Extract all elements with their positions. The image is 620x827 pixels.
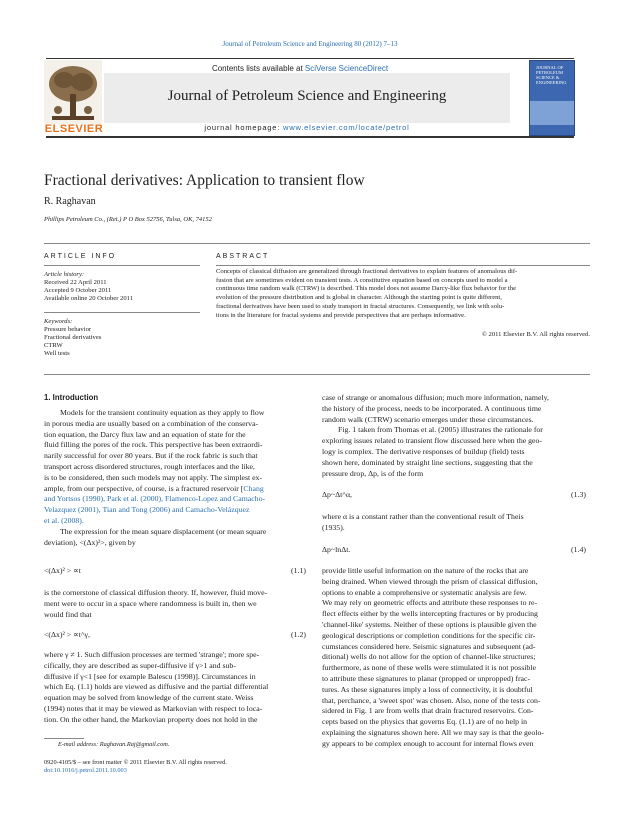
abstract-rule <box>216 265 590 266</box>
issn-line: 0920-4105/$ – see front matter © 2011 Elsevier B.V. All rights reserved. <box>44 759 227 766</box>
equation-1-2: <(Δx)² > ∝t^γ, <box>44 630 90 639</box>
cover-title: JOURNAL OF PETROLEUM SCIENCE & ENGINEERING <box>536 65 567 85</box>
elsevier-tree-logo <box>44 60 102 124</box>
author-affiliation: Phillips Petroleum Co., (Ret.) P O Box 52756, Tulsa, OK, 74152 <box>44 216 212 223</box>
doi-link[interactable]: doi:10.1016/j.petrol.2011.10.003 <box>44 767 127 774</box>
header-top-rule <box>46 58 574 59</box>
keywords-rule <box>44 312 200 313</box>
journal-title: Journal of Petroleum Science and Engineering <box>167 88 447 104</box>
equation-number: (1.2) <box>291 630 306 639</box>
right-paragraph-3: provide little useful information on the nature of the rocks that are being drained. When viewed through the prism of classical diffusion, options to enable a comprehensive or systematic analysis are few. We may rely on geometric effects and attribute these responses to re- flect effects either by the wells intercepting fractures or by producing 'channel-like' systems. Neither of these options is plausible given the geological descriptions or completion conditions for the specific cir- cumstances considered here. Seismic signatures and subsequent (ad- ditional) wells do not allow for the option of channel-like structures; furthermore, as none of these wells were stimulated it is not possible to attribute these signatures to planar (propped or unpropped) frac- tures. As these signatures imply a loss of connectivity, it is doubtful that, perchance, a 'sweet spot' was chosen. Also, none of the tests con- sidered in Fig. 1 are from wells that drain fractured reservoirs. Con- cepts based on the physics that governs Eq. (1.1) are of no help in explaining the signatures shown here. All we may say is that the geolo- gy appears to be complex enough to account for internal flows even <box>322 566 544 748</box>
journal-cover-thumbnail[interactable] <box>529 60 575 136</box>
citation-link[interactable]: Velazquez (2001), Tian and Tong (2006) and Camacho-Velázquez <box>44 505 250 515</box>
header-bottom-rule <box>46 136 574 138</box>
history-accepted: Accepted 9 October 2011 <box>44 287 112 294</box>
right-paragraph-1: case of strange or anomalous diffusion; much more information, namely, the history of the process, needs to be incorporated. A continuous time random walk (CTRW) scenario emerges under these circumstances. Fig. 1 taken from Thomas et al. (2005) illustrates the rationale for exploring issues related to transient flow discussed here when the geo- logy is complex. The derivative responses of buildup (field) tests shown here, dominated by straight line sections, suggesting that the pressure drop, Δp, is of the form <box>322 393 549 478</box>
citation-link[interactable]: Chang <box>243 483 264 493</box>
cover-band <box>530 101 574 125</box>
abstract-bottom-rule <box>44 374 590 375</box>
keyword: Fractional derivatives <box>44 334 102 341</box>
intro-paragraph-1: Models for the transient continuity equation as they apply to flow in porous media are usually based on a combination of the conserva- tion equation, the Darcy flux law and an equation of state for the fluid filling the pores of the rock. This perspective has been extraordi- narily successful for over 80 years. But if the rock fabric is such that transport across disordered structures, rough interfaces and the like, is to be considered, then such models may not apply. The simplest ex- ample, from our perspective, of course, is a fractured reservoir [Chang and Yortsos (1990), Park et al. (2000), Flamenco-Lopez and Camacho- Velazquez (2001), Tian and Tong (2006) and Camacho-Velázquez et al. (2008). The expression for the mean square displacement (or mean square deviation), <(Δx)²>, given by <box>44 408 306 548</box>
intro-paragraph-3: where γ ≠ 1. Such diffusion processes are termed 'strange'; more spe- cifically, they are described as super-diffusive if γ>1 and sub- diffusive if γ<1 [see for example Balescu (1998)]. Circumstances in which Eq. (1.1) holds are viewed as diffusive and the partial differential equation may be solved from knowledge of the current state. Weiss (1994) notes that it may be viewed as Markovian with respect to loca- tion. On the other hand, the Markovian property does not hold in the <box>44 650 269 724</box>
journal-homepage: journal homepage: www.elsevier.com/locate/petrol <box>204 123 410 132</box>
equation-1-1: <(Δx)² > ∝t <box>44 566 81 575</box>
keyword: Pressure behavior <box>44 326 92 333</box>
equation-1-3: Δp~Δt^α, <box>322 490 353 499</box>
history-online: Available online 20 October 2011 <box>44 295 133 302</box>
abstract-copyright: © 2011 Elsevier B.V. All rights reserved. <box>481 331 590 338</box>
footnote-email[interactable]: E-mail address: Raghavan.Raj@gmail.com. <box>58 741 170 748</box>
contents-availability: Contents lists available at SciVerse ScienceDirect <box>211 64 389 73</box>
abstract-heading: ABSTRACT <box>216 253 270 260</box>
homepage-link[interactable]: www.elsevier.com/locate/petrol <box>283 123 410 132</box>
article-info-heading: ARTICLE INFO <box>44 253 117 260</box>
article-title: Fractional derivatives: Application to transient flow <box>44 172 365 189</box>
citation-link[interactable]: and Yortsos (1990), Park et al. (2000), Flamenco-Lopez and Camacho- <box>44 494 266 504</box>
section-heading-introduction: 1. Introduction <box>44 393 99 402</box>
keywords-list: Keywords: Pressure behavior Fractional derivatives CTRW Well tests <box>44 318 204 358</box>
history-received: Received 22 April 2011 <box>44 279 107 286</box>
article-info-rule <box>44 265 200 266</box>
citation-link[interactable]: et al. (2008). <box>44 515 84 525</box>
equation-number: (1.4) <box>571 545 586 554</box>
abstract-text: Concepts of classical diffusion are generalized through fractional derivatives to explain features of anomalous dif- fusion that are sometimes evident on transient tests. A constitutive equation based on concepts used to model a continuous time random walk (CTRW) is described. This model does not assume Darcy-like flux behavior for the evolution of the pressure distribution and is global in character. Although the starting point is quite different, fractional derivatives have been used to study transport in fractal structures. Consequently, we link with solu- tions in the literature for fractal systems and provide perspectives that are perhaps informative. <box>216 268 518 319</box>
title-divider <box>44 243 590 244</box>
elsevier-wordmark: ELSEVIER <box>44 123 104 135</box>
equation-number: (1.1) <box>291 566 306 575</box>
sciencedirect-link[interactable]: SciVerse ScienceDirect <box>304 64 389 73</box>
keyword: Well tests <box>44 350 70 357</box>
article-history: Article history: Received 22 April 2011 Accepted 9 October 2011 Available online 20 October 2011 <box>44 271 204 303</box>
equation-number: (1.3) <box>571 490 586 499</box>
intro-paragraph-2: is the cornerstone of classical diffusion theory. If, however, fluid move- ment were to occur in a space where randomness is built in, then we would find that <box>44 588 268 619</box>
right-paragraph-2: where α is a constant rather than the conventional result of Theis (1935). <box>322 512 524 532</box>
keyword: CTRW <box>44 342 63 349</box>
equation-1-4: Δp~lnΔt. <box>322 545 351 554</box>
footnote-rule <box>44 738 84 739</box>
article-author: R. Raghavan <box>44 196 96 207</box>
journal-citation[interactable]: Journal of Petroleum Science and Engineering 80 (2012) 7–13 <box>222 40 398 48</box>
